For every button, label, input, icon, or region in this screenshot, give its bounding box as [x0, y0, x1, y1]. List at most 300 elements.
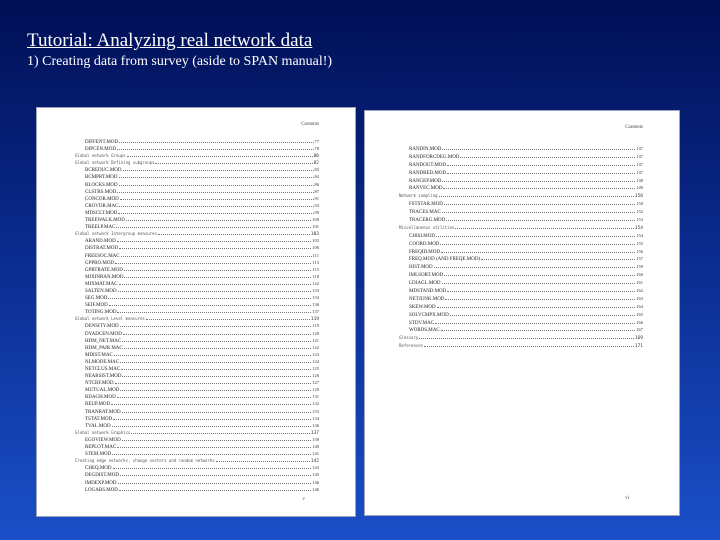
toc-entry-label: BCREDUC.MOD: [85, 168, 122, 174]
toc-entry-label: Global network Groups: [75, 153, 126, 159]
toc-entry-label: Miscellaneous utilities: [399, 224, 455, 230]
toc-entry-row: [75, 436, 319, 443]
toc-entry-page: 140: [312, 444, 319, 450]
toc-entry-page: 150: [636, 201, 643, 207]
toc-entry-label: RANDRED.MOD: [409, 170, 447, 176]
toc-entry-label: REPLOT.MAC: [85, 445, 117, 451]
toc-entry-page: 138: [312, 436, 319, 442]
toc-entry-row: [399, 255, 643, 263]
toc-entry-label: BLOCKS.MOD: [85, 182, 118, 188]
toc-entry-page: 113: [312, 259, 319, 265]
toc-entry-label: DIFFENT.MOD: [85, 140, 119, 145]
toc-entry-label: NEARSIST.MOD: [85, 374, 122, 380]
toc-leader-dots: [435, 320, 635, 324]
toc-leader-dots: [450, 312, 636, 316]
toc-entry-page: 147: [636, 169, 643, 175]
toc-entry-row: [75, 216, 319, 223]
toc-leader-dots: [118, 288, 312, 292]
toc-entry-row: [75, 422, 319, 429]
toc-entry-page: 122: [312, 344, 319, 350]
toc-entry-row: [399, 303, 643, 311]
toc-entry-label: CONCOR.MOD: [85, 196, 119, 202]
toc-entry-label: ARAND.MOD: [85, 239, 116, 245]
toc-entry-page: 91: [314, 195, 319, 201]
toc-entry-page: 137: [310, 430, 319, 436]
toc-entry-row: [75, 287, 319, 294]
toc-entry-label: HDM_PAIR.MAC: [85, 345, 123, 351]
toc-leader-dots: [441, 327, 636, 331]
toc-entry-page: 147: [636, 161, 643, 167]
toc-entry-row: [399, 232, 643, 240]
toc-entry-row: [75, 259, 319, 266]
toc-entry-label: MUTUAL.MOD: [85, 388, 120, 394]
toc-entry-label: LOGABS.MOD: [85, 487, 118, 493]
toc-entry-page: 121: [312, 337, 319, 343]
toc-entry-row: [75, 209, 319, 216]
toc-leader-dots: [119, 182, 314, 186]
toc-entry-page: 134: [312, 295, 319, 301]
toc-entry-label: RANVEC.MOD: [409, 186, 443, 192]
toc-entry-label: IMLSORT.MOD: [409, 273, 444, 279]
toc-entry-row: [75, 273, 319, 280]
toc-entry-label: DEGDIST.MOD: [85, 473, 119, 479]
toc-entry-label: GPPRO.MOD: [85, 260, 115, 266]
toc-entry-page: 126: [312, 373, 319, 379]
toc-entry-label: CHISI.MOD: [409, 233, 435, 239]
toc-entry-page: 133: [312, 287, 319, 293]
toc-entry-row: [75, 294, 319, 301]
toc-entry-label: DISTRAT.MOD: [85, 246, 119, 252]
toc-entry-page: 99: [314, 209, 319, 215]
toc-entry-label: FREESOC.MAC: [85, 253, 120, 259]
toc-entry-page: 86: [314, 181, 319, 187]
page-header: Contents: [301, 122, 319, 127]
toc-leader-dots: [127, 153, 313, 157]
toc-entry-page: 147: [636, 146, 643, 151]
toc-leader-dots: [146, 316, 310, 320]
toc-entry-label: MIXMAT.MAC: [85, 281, 118, 287]
toc-leader-dots: [119, 139, 313, 143]
toc-entry-page: 145: [312, 472, 319, 478]
toc-entry-page: 155: [636, 240, 643, 246]
page-number: v: [302, 497, 305, 502]
toc-entry-label: SOLVCMPX.MOD: [409, 312, 449, 318]
toc-entry-row: [75, 344, 319, 351]
toc-entry-row: [399, 145, 643, 153]
toc-leader-dots: [434, 264, 636, 268]
toc-entry-row: [399, 248, 643, 256]
toc-leader-dots: [126, 217, 311, 221]
toc-entry-label: FREQ.MOD (AND FREQE.MOD): [409, 257, 481, 263]
toc-entry-row: [75, 181, 319, 188]
toc-entry-row: [75, 337, 319, 344]
toc-leader-dots: [440, 241, 635, 245]
toc-section-row: [399, 224, 643, 232]
toc-leader-dots: [123, 167, 314, 171]
toc-leader-dots: [121, 366, 311, 370]
toc-entry-page: 94: [314, 202, 319, 208]
toc-entry-row: [399, 169, 643, 177]
toc-leader-dots: [113, 465, 312, 469]
toc-leader-dots: [119, 487, 311, 491]
toc-leader-dots: [155, 160, 312, 164]
toc-entry-row: [75, 415, 319, 422]
toc-leader-dots: [447, 170, 635, 174]
toc-entry-row: [75, 145, 319, 152]
toc-entry-row: [75, 471, 319, 478]
toc-entry-page: 129: [312, 387, 319, 393]
toc-leader-dots: [120, 323, 312, 327]
toc-entry-page: 120: [312, 330, 319, 336]
toc-entry-page: 80: [313, 154, 319, 160]
toc-entry-row: [75, 308, 319, 315]
toc-entry-page: 159: [636, 264, 643, 270]
toc-entry-page: 141: [312, 451, 319, 457]
toc-entry-label: Creating edge networks, change vectors and random networks: [75, 458, 215, 464]
toc-entry-page: 115: [312, 266, 319, 272]
toc-entry-row: [75, 166, 319, 173]
toc-entry-row: [75, 486, 319, 493]
toc-entry-label: STEM.MOD: [85, 452, 112, 458]
toc-entry-label: SALTEN.MOD: [85, 288, 117, 294]
toc-entry-page: 84: [314, 174, 319, 180]
toc-entry-label: DENSITY.MOD: [85, 324, 119, 330]
toc-entry-page: 122: [312, 280, 319, 286]
toc-entry-label: DIPCEN.MOD: [85, 147, 116, 153]
toc-entry-row: [75, 386, 319, 393]
toc-section-row: [75, 315, 319, 322]
toc-leader-dots: [443, 185, 635, 189]
toc-entry-label: TVAL.MOD: [85, 423, 111, 429]
toc-leader-dots: [447, 288, 635, 292]
toc-leader-dots: [114, 352, 311, 356]
toc-entry-row: [399, 208, 643, 216]
toc-entry-row: [399, 240, 643, 248]
toc-leader-dots: [444, 201, 635, 205]
toc-entry-row: [399, 200, 643, 208]
toc-leader-dots: [112, 451, 311, 455]
toc-entry-page: 125: [312, 366, 319, 371]
toc-entry-page: 150: [634, 194, 643, 200]
toc-entry-label: Glossary: [399, 335, 419, 341]
toc-entry-label: MDIST.MAC: [85, 352, 113, 358]
toc-entry-label: CLSTRS.MOD: [85, 189, 117, 195]
toc-leader-dots: [436, 233, 635, 237]
toc-entry-label: TRACES.MAC: [409, 210, 441, 216]
toc-leader-dots: [120, 359, 311, 363]
toc-entry-label: RANGEP.MOD: [409, 178, 442, 184]
toc-entry-page: 87: [314, 188, 319, 194]
toc-entry-label: LDIAGL.MOD: [409, 281, 441, 287]
toc-leader-dots: [108, 295, 311, 299]
toc-entry-page: 124: [312, 358, 319, 364]
toc-entry-label: RANDOUT.MOD: [409, 162, 446, 168]
toc-entry-page: 83: [314, 167, 319, 173]
toc-entry-page: 166: [636, 319, 643, 325]
toc-leader-dots: [115, 380, 312, 384]
toc-entry-row: [75, 244, 319, 251]
toc-entry-page: 111: [312, 252, 319, 258]
toc-entry-row: [399, 319, 643, 327]
toc-leader-dots: [442, 178, 635, 182]
toc-leader-dots: [112, 423, 312, 427]
toc-entry-page: 136: [312, 302, 319, 308]
toc-leader-dots: [437, 304, 636, 308]
toc-entry-page: 118: [312, 273, 319, 279]
toc-entry-page: 132: [312, 401, 319, 407]
toc-entry-label: TRACERG.MOD: [409, 218, 446, 224]
toc-entry-page: 100: [312, 217, 319, 223]
toc-entry-page: 133: [312, 408, 319, 414]
toc-leader-dots: [120, 387, 311, 391]
toc-entry-page: 134: [312, 415, 319, 421]
toc-leader-dots: [120, 472, 311, 476]
toc-entry-label: NLMODE.MAC: [85, 359, 120, 365]
toc-leader-dots: [419, 335, 634, 339]
toc-leader-dots: [119, 174, 314, 178]
toc-entry-row: [75, 322, 319, 329]
toc-entry-label: NETCLUS.MAC: [85, 367, 121, 372]
toc-leader-dots: [442, 209, 635, 213]
toc-entry-row: [75, 479, 319, 486]
toc-entry-label: MDSTAND.MOD: [409, 289, 447, 295]
toc-entry-row: [399, 311, 643, 319]
toc-entry-row: [75, 393, 319, 400]
toc-entry-page: 161: [636, 280, 643, 286]
toc-entry-page: 146: [312, 479, 319, 485]
toc-entry-label: NETJUNK.MOD: [409, 296, 445, 302]
toc-leader-dots: [424, 343, 634, 347]
toc-entry-label: Global network Defining subgroups: [75, 160, 155, 166]
toc-entry-row: [75, 450, 319, 457]
toc-leader-dots: [122, 373, 311, 377]
toc-entry-label: References: [399, 343, 424, 349]
toc-entry-row: [75, 330, 319, 337]
page-header: Contents: [625, 125, 643, 130]
toc-entry-page: 165: [636, 311, 643, 317]
toc-leader-dots: [119, 281, 312, 285]
toc-leader-dots: [122, 338, 311, 342]
toc-section-row: [399, 334, 643, 342]
toc-entry-row: [399, 177, 643, 185]
toc-entry-page: 152: [636, 209, 643, 215]
toc-leader-dots: [117, 444, 311, 448]
toc-entry-label: Global network Level measures: [75, 316, 145, 322]
toc-entry-page: 156: [636, 248, 643, 254]
toc-leader-dots: [113, 416, 311, 420]
toc-entry-label: DYADCEN.MOD: [85, 331, 122, 337]
toc-entry-page: 154: [634, 225, 643, 231]
toc-leader-dots: [124, 345, 312, 349]
toc-leader-dots: [460, 154, 635, 158]
toc-entry-row: [75, 464, 319, 471]
toc-entry-page: 119: [312, 323, 319, 329]
toc-entry-page: 119: [310, 317, 319, 323]
toc-entry-label: FSTSTAR.MOD: [409, 202, 443, 208]
toc-leader-dots: [122, 437, 311, 441]
toc-entry-page: 106: [312, 245, 319, 251]
toc-leader-dots: [119, 245, 311, 249]
toc-leader-dots: [481, 256, 635, 260]
toc-section-row: [75, 159, 319, 166]
toc-leader-dots: [109, 302, 311, 306]
toc-entry-label: HDM_NET.MAC: [85, 338, 122, 344]
toc-entry-page: 103: [312, 238, 319, 244]
toc-leader-dots: [115, 260, 311, 264]
toc-entry-page: 148: [636, 177, 643, 183]
toc-entry-page: 164: [636, 303, 643, 309]
toc-entry-row: [399, 263, 643, 271]
toc-entry-page: 136: [312, 422, 319, 428]
toc-leader-dots: [216, 458, 310, 462]
toc-entry-page: 171: [634, 344, 643, 350]
page-number: vi: [625, 496, 629, 501]
toc-entry-row: [75, 301, 319, 308]
toc-entry-page: 153: [636, 217, 643, 223]
toc-leader-dots: [446, 217, 635, 221]
slide-title: Tutorial: Analyzing real network data: [27, 30, 313, 51]
toc-leader-dots: [124, 267, 312, 271]
toc-leader-dots: [118, 480, 312, 484]
toc-entry-row: [399, 279, 643, 287]
toc-entry-row: [75, 351, 319, 358]
toc-entry-row: [75, 365, 319, 372]
toc-leader-dots: [117, 146, 314, 150]
toc-section-row: [75, 230, 319, 237]
toc-entry-row: [75, 202, 319, 209]
toc-entry-row: [75, 173, 319, 180]
toc-entry-label: COORD.MOD: [409, 241, 440, 247]
toc-entry-row: [75, 400, 319, 407]
toc-entry-row: [75, 223, 319, 230]
toc-entry-page: 163: [636, 295, 643, 301]
toc-entry-page: 149: [636, 185, 643, 191]
toc-entry-label: SEG.MOD: [85, 296, 108, 302]
toc-leader-dots: [131, 430, 309, 434]
toc-entry-label: TOTING.MOD: [85, 310, 117, 316]
toc-entry-label: CROVDR.MAC: [85, 203, 119, 209]
toc-entry-label: Global network Intergroup measures: [75, 231, 157, 237]
toc-leader-dots: [117, 394, 312, 398]
toc-leader-dots: [124, 274, 311, 278]
toc-entry-row: [75, 237, 319, 244]
toc-leader-dots: [117, 238, 312, 242]
toc-section-row: [399, 342, 643, 350]
toc-entry-label: TREELP.MAC: [85, 225, 116, 231]
toc-leader-dots: [117, 189, 313, 193]
toc-entry-row: [75, 195, 319, 202]
toc-entry-label: MDSCLT.MOD: [85, 210, 118, 216]
toc-entry-row: [75, 188, 319, 195]
toc-entry-page: 154: [636, 232, 643, 238]
toc-entry-row: [399, 326, 643, 334]
toc-entry-label: Network sampling: [399, 193, 438, 199]
toc-entry-label: Global network Graphics: [75, 429, 131, 435]
toc-leader-dots: [117, 309, 311, 313]
toc-entry-label: TSTAT.MOD: [85, 416, 113, 422]
toc-entry-page: 143: [312, 465, 319, 471]
toc-entry-page: 162: [636, 288, 643, 294]
toc-entry-page: 103: [310, 232, 319, 238]
toc-entry-label: FREQID.MOD: [409, 249, 440, 255]
toc-entry-page: 160: [636, 272, 643, 278]
toc-leader-dots: [116, 224, 311, 228]
toc-entry-row: [75, 138, 319, 145]
toc-entry-page: 77: [314, 139, 319, 144]
toc-leader-dots: [442, 146, 635, 150]
toc-section-row: [75, 152, 319, 159]
toc-entry-label: SEIF.MOD: [85, 303, 108, 309]
toc-entry-label: MIXINRAN.MOD: [85, 274, 124, 280]
toc-leader-dots: [447, 162, 635, 166]
toc-entry-label: TREEWALK.MOD: [85, 218, 125, 224]
toc-entry-page: 169: [634, 336, 643, 342]
toc-entry-row: [399, 271, 643, 279]
toc-leader-dots: [442, 280, 636, 284]
toc-entry-page: 127: [312, 380, 319, 386]
toc-section-row: [75, 457, 319, 464]
toc-entry-label: RANDIN.MOD: [409, 147, 442, 152]
toc-entry-label: TRANRAT.MOD: [85, 409, 121, 415]
toc-entry-page: 147: [636, 153, 643, 159]
toc-entry-row: [75, 379, 319, 386]
toc-entry-page: 78: [314, 146, 319, 152]
toc-leader-dots: [122, 409, 312, 413]
toc-entry-row: [75, 252, 319, 259]
toc-entry-row: [75, 280, 319, 287]
toc-entry-label: EGOVIEW.MOD: [85, 437, 121, 443]
toc-leader-dots: [121, 253, 312, 257]
toc-leader-dots: [439, 193, 634, 197]
toc-entry-page: 123: [312, 351, 319, 357]
toc-entry-row: [399, 287, 643, 295]
toc-entry-label: SKEW.MOD: [409, 304, 436, 310]
toc-leader-dots: [455, 225, 633, 229]
toc-entry-label: NTCRF.MOD: [85, 381, 114, 387]
toc-leader-dots: [158, 231, 310, 235]
contents-page-left: [36, 107, 356, 517]
toc-leader-dots: [118, 210, 313, 214]
toc-entry-page: 157: [636, 256, 643, 262]
toc-entry-label: RDAGH.MOD: [85, 395, 116, 401]
toc-entry-row: [75, 358, 319, 365]
toc-entry-label: STDV.MAC: [409, 320, 435, 326]
toc-entry-label: HIST.MOD: [409, 265, 433, 271]
toc-entry-label: WORDS.MAC: [409, 328, 440, 334]
toc-list: [75, 138, 319, 493]
toc-entry-label: GPRTRATE.MOD: [85, 267, 123, 273]
toc-entry-page: 142: [310, 459, 319, 465]
toc-entry-page: 82: [313, 161, 319, 167]
toc-leader-dots: [441, 249, 635, 253]
toc-entry-label: RANDFORCDEG.MOD: [409, 154, 460, 160]
toc-entry-row: [399, 161, 643, 169]
toc-entry-page: 137: [312, 309, 319, 315]
contents-page-right: [364, 110, 680, 516]
toc-entry-label: CHEQ.MOD: [85, 466, 112, 472]
toc-entry-row: [75, 266, 319, 273]
toc-leader-dots: [111, 401, 311, 405]
toc-section-row: [399, 192, 643, 200]
toc-entry-page: 167: [636, 327, 643, 333]
slide-subtitle: 1) Creating data from survey (aside to SPAN manual!): [27, 54, 333, 69]
toc-entry-label: BCMPRT.MOD: [85, 175, 118, 181]
toc-list: [399, 145, 643, 350]
toc-entry-row: [399, 184, 643, 192]
toc-leader-dots: [120, 196, 314, 200]
toc-entry-row: [75, 408, 319, 415]
toc-leader-dots: [444, 272, 635, 276]
